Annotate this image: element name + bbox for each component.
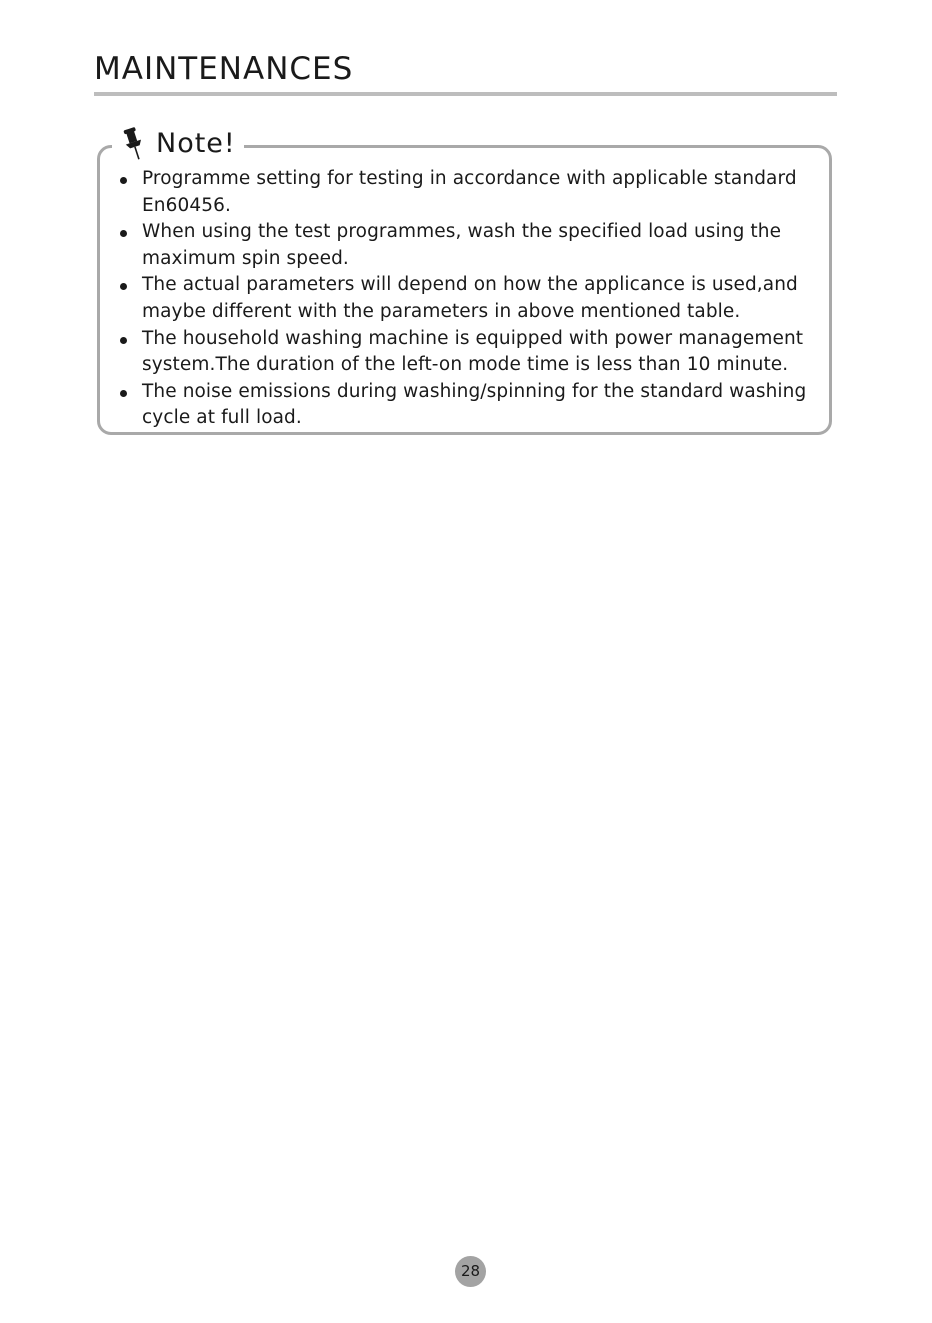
note-label: Note!	[156, 128, 236, 159]
list-item-text: The noise emissions during washing/spinning for the standard washing cycle at full load.	[142, 380, 807, 429]
list-item-text: The household washing machine is equipped with power management system.The duration of the left-on mode time is less than 10 minute.	[142, 327, 804, 376]
bullet-icon	[120, 283, 127, 290]
title-divider	[94, 92, 837, 96]
list-item-text: Programme setting for testing in accordance with applicable standard En60456.	[142, 168, 797, 216]
note-header	[112, 124, 244, 164]
page-number: 28	[455, 1256, 486, 1287]
bullet-icon	[120, 177, 127, 184]
pushpin-icon	[120, 126, 148, 162]
bullet-icon	[120, 230, 127, 237]
page-title: MAINTENANCES	[94, 51, 354, 87]
bullet-icon	[120, 337, 127, 344]
list-item	[116, 379, 816, 432]
list-item-text: The actual parameters will depend on how the applicance is used,and maybe different with the parameters in above mentioned table.	[142, 274, 798, 322]
list-item	[116, 272, 816, 325]
note-list	[116, 166, 816, 432]
list-item	[116, 166, 816, 219]
list-item	[116, 219, 816, 272]
bullet-icon	[120, 390, 127, 397]
list-item-text: When using the test programmes, wash the specified load using the maximum spin speed.	[142, 221, 782, 269]
list-item	[116, 326, 816, 379]
